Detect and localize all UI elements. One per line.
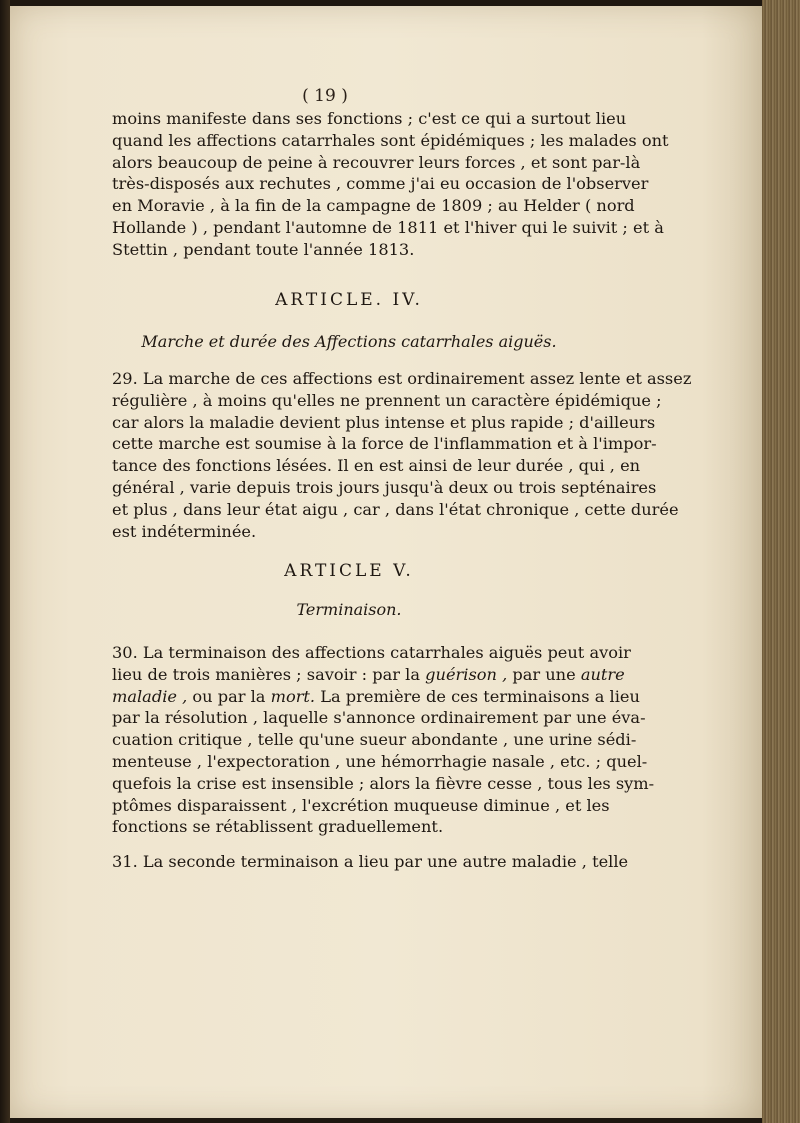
- book-left-edge: [0, 0, 10, 1123]
- article-v-subheading: Terminaison.: [296, 600, 402, 619]
- text-line: Stettin , pendant toute l'année 1813.: [112, 239, 415, 259]
- article-iv-subheading: Marche et durée des Affections catarrhales aiguës.: [141, 332, 557, 351]
- text-line: régulière , à moins qu'elles ne prennent un caractère épidémique ;: [112, 390, 662, 410]
- text-line: cette marche est soumise à la force de l'inflammation et à l'impor-: [112, 434, 657, 454]
- text-line: quand les affections catarrhales sont épidémiques ; les malades ont: [112, 130, 669, 150]
- text-line: alors beaucoup de peine à recouvrer leurs forces , et sont par-là: [112, 152, 641, 172]
- text-line: menteuse , l'expectoration , une hémorrhagie nasale , etc. ; quel-: [112, 751, 648, 771]
- text-line: 31. La seconde terminaison a lieu par une autre maladie , telle: [112, 852, 629, 871]
- text-line: quefois la crise est insensible ; alors la fièvre cesse , tous les sym-: [112, 773, 655, 793]
- book-spine: [762, 0, 800, 1123]
- text-run: par une: [507, 664, 581, 684]
- text-line: par la résolution , laquelle s'annonce ordinairement par une éva-: [112, 708, 646, 728]
- italic-term: autre: [580, 664, 625, 684]
- text-run: ou par la: [187, 686, 271, 706]
- text-line: car alors la maladie devient plus intense et plus rapide ; d'ailleurs: [112, 412, 656, 432]
- italic-term: mort.: [270, 686, 316, 706]
- text-line: tance des fonctions lésées. Il en est ainsi de leur durée , qui , en: [112, 456, 641, 476]
- text-line: Hollande ) , pendant l'automne de 1811 et l'hiver qui le suivit ; et à: [112, 217, 664, 237]
- article-iv-heading: ARTICLE. IV.: [275, 290, 423, 310]
- text-run: La première de ces terminaisons a lieu: [315, 686, 640, 706]
- intro-paragraph: [112, 108, 669, 261]
- italic-term: guérison ,: [425, 664, 508, 684]
- text-line: ptômes disparaissent , l'excrétion muqueuse diminue , et les: [112, 795, 610, 815]
- page-number: ( 19 ): [302, 86, 348, 106]
- text-line: et plus , dans leur état aigu , car , dans l'état chronique , cette durée: [112, 499, 679, 519]
- italic-term: maladie ,: [112, 686, 188, 706]
- text-line: en Moravie , à la fin de la campagne de 1809 ; au Helder ( nord: [112, 196, 635, 216]
- text-line: très-disposés aux rechutes , comme j'ai eu occasion de l'observer: [112, 174, 649, 194]
- article-v-heading: ARTICLE V.: [284, 561, 414, 581]
- text-line: 30. La terminaison des affections catarrhales aiguës peut avoir: [112, 643, 631, 662]
- text-line: fonctions se rétablissent graduellement.: [112, 817, 444, 837]
- text-line: 29. La marche de ces affections est ordinairement assez lente et assez: [112, 369, 692, 388]
- paragraph-31: [112, 851, 629, 873]
- text-line: général , varie depuis trois jours jusqu'à deux ou trois septénaires: [112, 477, 657, 497]
- paragraph-30: [112, 642, 655, 838]
- text-line: est indéterminée.: [112, 521, 257, 541]
- text-line: [112, 686, 640, 708]
- text-line: [112, 664, 625, 686]
- text-line: moins manifeste dans ses fonctions ; c'est ce qui a surtout lieu: [112, 109, 627, 128]
- text-run: lieu de trois manières ; savoir : par la: [112, 664, 426, 684]
- text-line: cuation critique , telle qu'une sueur abondante , une urine sédi-: [112, 730, 637, 750]
- paragraph-29: [112, 368, 692, 542]
